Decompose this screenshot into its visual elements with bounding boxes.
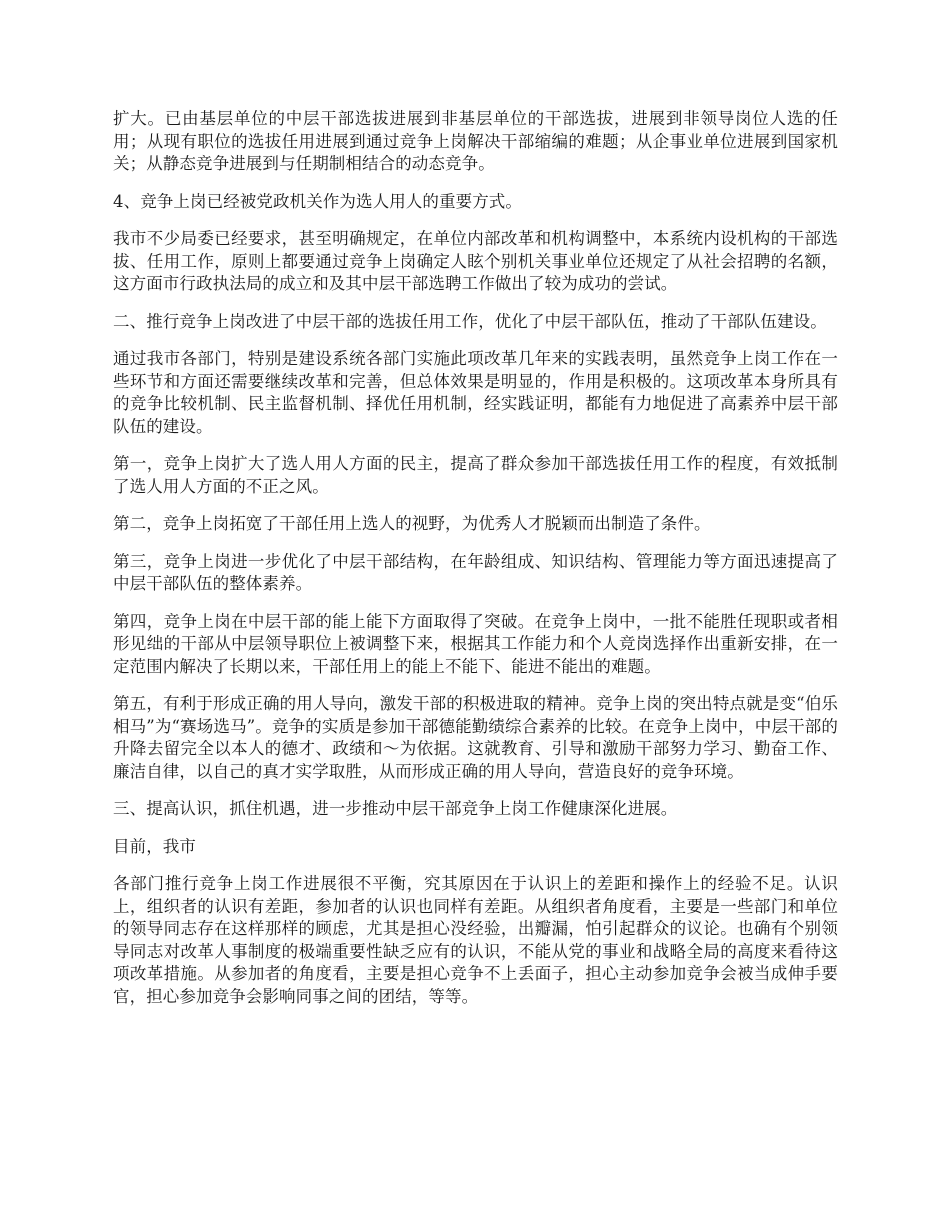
paragraph-first: 第一，竞争上岗扩大了选人用人方面的民主，提高了群众参加干部选拔任用工作的程度，有效抵制了选人用人方面的不正之风。 <box>113 454 838 496</box>
section-heading-three: 三、提高认识，抓住机遇，进一步推动中层干部竞争上岗工作健康深化进展。 <box>113 799 678 818</box>
paragraph-point-4: 4、竞争上岗已经被党政机关作为选人用人的重要方式。 <box>113 191 522 211</box>
paragraph-third: 第三，竞争上岗进一步优化了中层干部结构，在年龄组成、知识结构、管理能力等方面迅速提高了中层干部队伍的整体素养。 <box>113 551 838 593</box>
paragraph-currently: 目前，我市 <box>113 836 196 856</box>
paragraph-second: 第二，竞争上岗拓宽了干部任用上选人的视野，为优秀人才脱颖而出制造了条件。 <box>113 514 711 533</box>
paragraph-departments: 各部门推行竞争上岗工作进展很不平衡，究其原因在于认识上的差距和操作上的经验不足。认识上，组织者的认识有差距，参加者的认识也同样有差距。从组织者角度看，主要是一些部门和单位的领导同志存在这样那样的顾虑，尤其是担心没经验，出瓣漏，怕引起群众的议论。也确有个别领导同志对改革人事制度的极端重要性缺乏应有的认识，不能从党的事业和战略全局的高度来看待这项改革措施。从参加者的角度看，主要是担心竞争不上丢面子，担心主动参加竞争会被当成伸手要官，担心参加竞争会影响同事之间的团结，等等。 <box>113 874 838 1006</box>
paragraph-practice-results: 通过我市各部门，特别是建设系统各部门实施此项改革几年来的实践表明，虽然竞争上岗工作在一些环节和方面还需要继续改革和完善，但总体效果是明显的，作用是积极的。这项改革本身所具有的竞争比较机制、民主监督机制、择优任用机制，经实践证明，都能有力地促进了高素养中层干部队伍的建设。 <box>113 349 838 436</box>
paragraph-fourth: 第四，竞争上岗在中层干部的能上能下方面取得了突破。在竞争上岗中，一批不能胜任现职或者相形见绌的干部从中层领导职位上被调整下来，根据其工作能力和个人竞岗选择作出重新安排，在一定范围内解决了长期以来，干部任用上的能上不能下、能进不能出的难题。 <box>113 611 838 676</box>
paragraph-fifth: 第五，有利于形成正确的用人导向，激发干部的积极进取的精神。竞争上岗的突出特点就是变“伯乐相马”为“赛场选马”。竞争的实质是参加干部德能勤绩综合素养的比较。在竞争上岗中，中层干部的升降去留完全以本人的德才、政绩和～为依据。这就教育、引导和激励干部努力学习、勤奋工作、廉洁自律，以自己的真才实学取胜，从而形成正确的用人导向，营造良好的竞争环境。 <box>113 694 838 781</box>
paragraph-city-regulation: 我市不少局委已经要求，甚至明确规定，在单位内部改革和机构调整中，本系统内设机构的干部选拔、任用工作，原则上都要通过竞争上岗确定人眩个别机关事业单位还规定了从社会招聘的名额，这方面市行政执法局的成立和及其中层干部选聘工作做出了较为成功的尝试。 <box>113 229 838 293</box>
section-heading-two: 二、推行竞争上岗改进了中层干部的选拔任用工作，优化了中层干部队伍，推动了干部队伍建设。 <box>113 311 827 331</box>
paragraph-expansion: 扩大。已由基层单位的中层干部选拔进展到非基层单位的干部选拔，进展到非领导岗位人选的任用；从现有职位的选拔任用进展到通过竞争上岗解决干部缩编的难题；从企事业单位进展到国家机关；从静态竞争进展到与任期制相结合的动态竞争。 <box>113 109 838 173</box>
